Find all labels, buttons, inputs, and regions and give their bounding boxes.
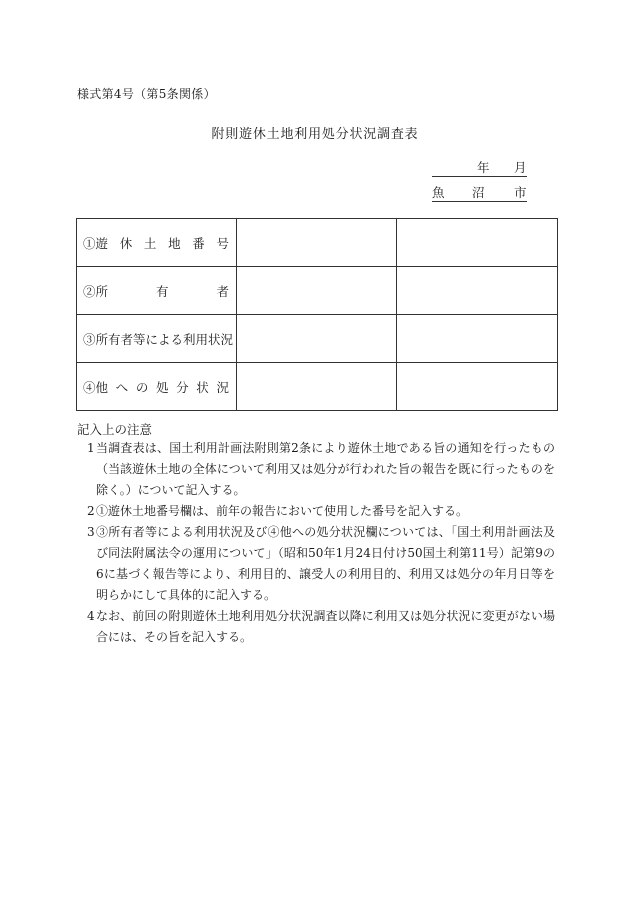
row-label-usage-status: ③所有者等による利用状況 bbox=[77, 315, 237, 363]
table-cell-empty[interactable] bbox=[237, 315, 397, 363]
table-cell-empty[interactable] bbox=[397, 363, 558, 411]
note-number: 2 bbox=[87, 504, 95, 518]
row-label-idle-land-number: ①遊 休 土 地 番 号 bbox=[77, 219, 237, 267]
year-label: 年 bbox=[477, 160, 490, 175]
table-row bbox=[77, 219, 558, 267]
note-text: ①遊休土地番号欄は、前年の報告において使用した番号を記入する。 bbox=[96, 504, 469, 518]
note-text: ③所有者等による利用状況及び④他への処分状況欄については、「国土利用計画法及び同法附属法令の運用について」（昭和50年1月24日付け50国土利第11号）記第9の6に基づく報告等により、利用目的、譲受人の利用目的、利用又は処分の年月日等を明らかにして具体的に記入する。 bbox=[96, 525, 555, 602]
survey-table bbox=[76, 218, 558, 411]
city-field bbox=[432, 181, 527, 202]
table-cell-empty[interactable] bbox=[237, 267, 397, 315]
table-cell-empty[interactable] bbox=[397, 267, 558, 315]
table-cell-empty[interactable] bbox=[237, 363, 397, 411]
notes-heading: 記入上の注意 bbox=[77, 422, 153, 437]
row-label-disposal-status: ④他 へ の 処 分 状 況 bbox=[77, 363, 237, 411]
note-number: 4 bbox=[87, 609, 95, 623]
document-title: 附則遊休土地利用処分状況調査表 bbox=[211, 127, 419, 142]
table-row bbox=[77, 267, 558, 315]
note-text: 当調査表は、国土利用計画法附則第2条により遊休土地である旨の通知を行ったもの（当該遊休土地の全体について利用又は処分が行われた旨の報告を既に行ったものを除く。）について記入する。 bbox=[96, 441, 555, 497]
note-text: なお、前回の附則遊休土地利用処分状況調査以降に利用又は処分状況に変更がない場合には、その旨を記入する。 bbox=[96, 609, 555, 644]
date-field bbox=[432, 156, 527, 177]
month-label: 月 bbox=[514, 160, 527, 175]
note-item bbox=[77, 606, 555, 648]
note-item bbox=[77, 438, 555, 501]
note-number: 3 bbox=[87, 525, 95, 539]
table-cell-empty[interactable] bbox=[397, 219, 558, 267]
table-row bbox=[77, 363, 558, 411]
note-item bbox=[77, 501, 555, 522]
form-number: 様式第4号（第5条関係） bbox=[77, 87, 216, 101]
table-row bbox=[77, 315, 558, 363]
table-cell-empty[interactable] bbox=[237, 219, 397, 267]
note-number: 1 bbox=[87, 441, 95, 455]
city-char-1: 魚 bbox=[432, 185, 445, 200]
table-cell-empty[interactable] bbox=[397, 315, 558, 363]
note-item bbox=[77, 522, 555, 606]
city-char-2: 沼 bbox=[472, 185, 485, 200]
notes-list bbox=[77, 438, 555, 648]
city-char-3: 市 bbox=[514, 185, 527, 200]
row-label-owner: ②所 有 者 bbox=[77, 267, 237, 315]
